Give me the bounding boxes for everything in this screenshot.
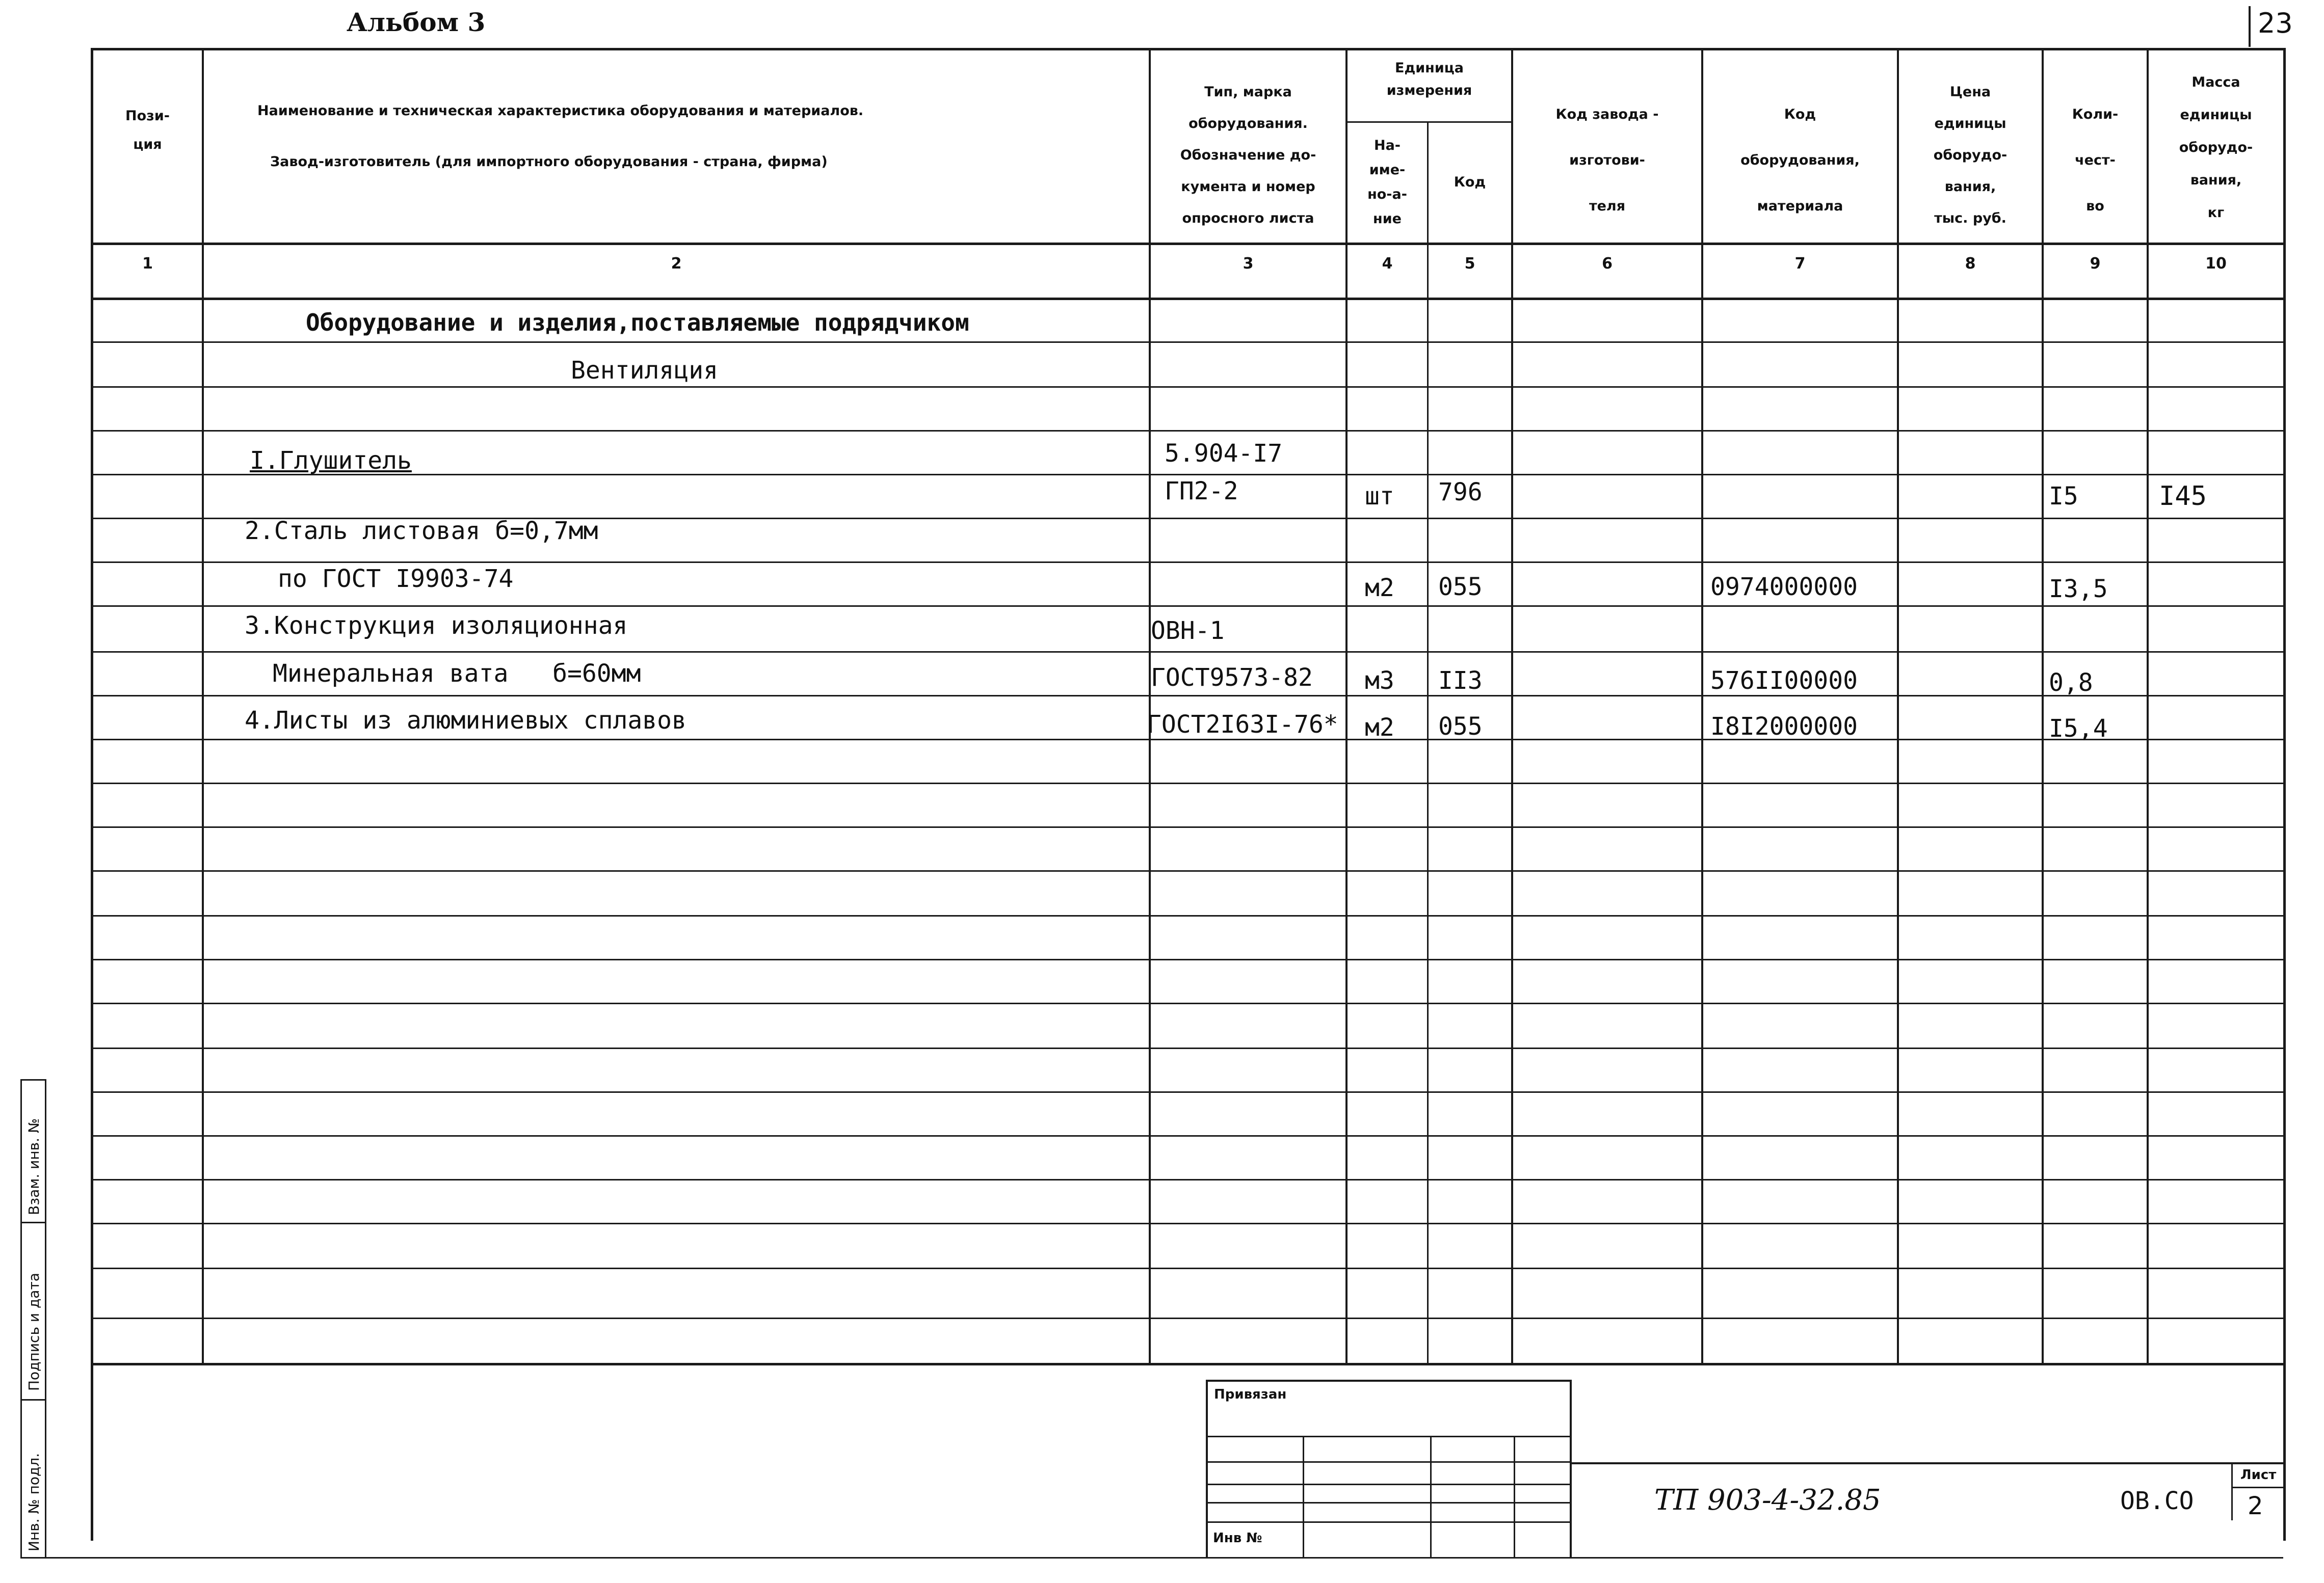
row3-name: 3.Конструкция изоляционная bbox=[245, 611, 628, 640]
row2b-qty: I3,5 bbox=[2049, 575, 2108, 603]
row1-name: I.Глушитель bbox=[250, 446, 412, 475]
colnum-8: 8 bbox=[1965, 255, 1976, 273]
row4-unit: м2 bbox=[1365, 713, 1394, 742]
row1b-qty: I5 bbox=[2049, 482, 2078, 511]
colnum-6: 6 bbox=[1602, 255, 1613, 273]
sheet-box-divider bbox=[2231, 1464, 2233, 1520]
page-number-divider bbox=[2249, 6, 2251, 47]
colnum-7: 7 bbox=[1794, 255, 1806, 273]
row4-code: 055 bbox=[1438, 712, 1483, 741]
row3b-name: Минеральная вата б=60мм bbox=[273, 659, 641, 688]
row2b-matcode: 0974000000 bbox=[1710, 573, 1858, 601]
section-title: Оборудование и изделия,поставляемые подрядчиком bbox=[306, 309, 969, 336]
row2b-unit: м2 bbox=[1365, 574, 1394, 602]
row2b-name: по ГОСТ I9903-74 bbox=[278, 565, 514, 593]
header-unit-name: На- име- но-а- ние bbox=[1367, 138, 1407, 227]
doc-suffix: ОВ.СО bbox=[2120, 1487, 2194, 1515]
row3b-qty: 0,8 bbox=[2049, 668, 2093, 697]
row1-type: 5.904-I7 bbox=[1165, 439, 1283, 468]
header-type: Тип, марка оборудования. Обозначение до- кумента и номер опросного листа bbox=[1180, 84, 1316, 226]
row3b-matcode: 576II00000 bbox=[1710, 666, 1858, 695]
colnum-2: 2 bbox=[671, 255, 682, 273]
header-name-line1: Наименование и техническая характеристика оборудования и материалов. bbox=[257, 103, 864, 119]
colnum-5: 5 bbox=[1464, 255, 1475, 273]
subsection-title: Вентиляция bbox=[571, 356, 718, 385]
row3-type: ОВН-1 bbox=[1151, 616, 1225, 645]
header-unit-code: Код bbox=[1454, 174, 1486, 190]
row4-matcode: I8I2000000 bbox=[1710, 712, 1858, 741]
row3b-type: ГОСТ9573-82 bbox=[1151, 663, 1313, 692]
row4-type: ГОСТ2I63I-76* bbox=[1147, 710, 1338, 739]
colnum-3: 3 bbox=[1243, 255, 1254, 273]
header-price: Цена единицы оборудо- вания, тыс. руб. bbox=[1933, 84, 2008, 226]
title-block-top-line bbox=[1572, 1462, 2283, 1464]
row4-qty: I5,4 bbox=[2049, 714, 2108, 743]
colnum-1: 1 bbox=[142, 255, 153, 273]
row3b-unit: м3 bbox=[1365, 666, 1394, 695]
album-label: Альбом 3 bbox=[347, 7, 486, 37]
colnum-9: 9 bbox=[2090, 255, 2101, 273]
sheet-label: Лист bbox=[2240, 1467, 2277, 1483]
row3b-code: II3 bbox=[1438, 666, 1483, 695]
stamp-attached-label: Привязан bbox=[1214, 1387, 1287, 1402]
row1b-unit: шт bbox=[1365, 482, 1394, 511]
header-factory-code: Код завода - изготови- теля bbox=[1555, 106, 1659, 214]
row1b-code: 796 bbox=[1438, 478, 1483, 506]
row1b-type: ГП2-2 bbox=[1165, 477, 1238, 505]
side-label-replace-inv: Взам. инв. № bbox=[25, 1118, 42, 1215]
header-material-code: Код оборудования, материала bbox=[1740, 106, 1860, 214]
sheet-box-line bbox=[2231, 1487, 2283, 1488]
page-number: 23 bbox=[2258, 7, 2293, 39]
header-unit: Единица измерения bbox=[1386, 60, 1472, 98]
colnum-10: 10 bbox=[2205, 255, 2227, 273]
row1b-mass: I45 bbox=[2159, 481, 2207, 512]
row4-name: 4.Листы из алюминиевых сплавов bbox=[245, 706, 686, 735]
header-name-line2: Завод-изготовитель (для импортного оборудования - страна, фирма) bbox=[270, 154, 828, 170]
side-label-original-inv: Инв. № подл. bbox=[25, 1453, 42, 1551]
row2b-code: 055 bbox=[1438, 573, 1483, 601]
header-quantity: Коли- чест- во bbox=[2072, 106, 2119, 214]
sheet-number: 2 bbox=[2248, 1492, 2263, 1520]
doc-code: ТП 903-4-32.85 bbox=[1654, 1484, 1881, 1517]
stamp-inv-label: Инв № bbox=[1213, 1531, 1262, 1546]
header-position: Пози- ция bbox=[125, 108, 170, 152]
side-label-signature-date: Подпись и дата bbox=[25, 1273, 42, 1391]
header-mass: Масса единицы оборудо- вания, кг bbox=[2179, 74, 2253, 221]
colnum-4: 4 bbox=[1382, 255, 1393, 273]
row2-name: 2.Сталь листовая б=0,7мм bbox=[245, 517, 598, 545]
